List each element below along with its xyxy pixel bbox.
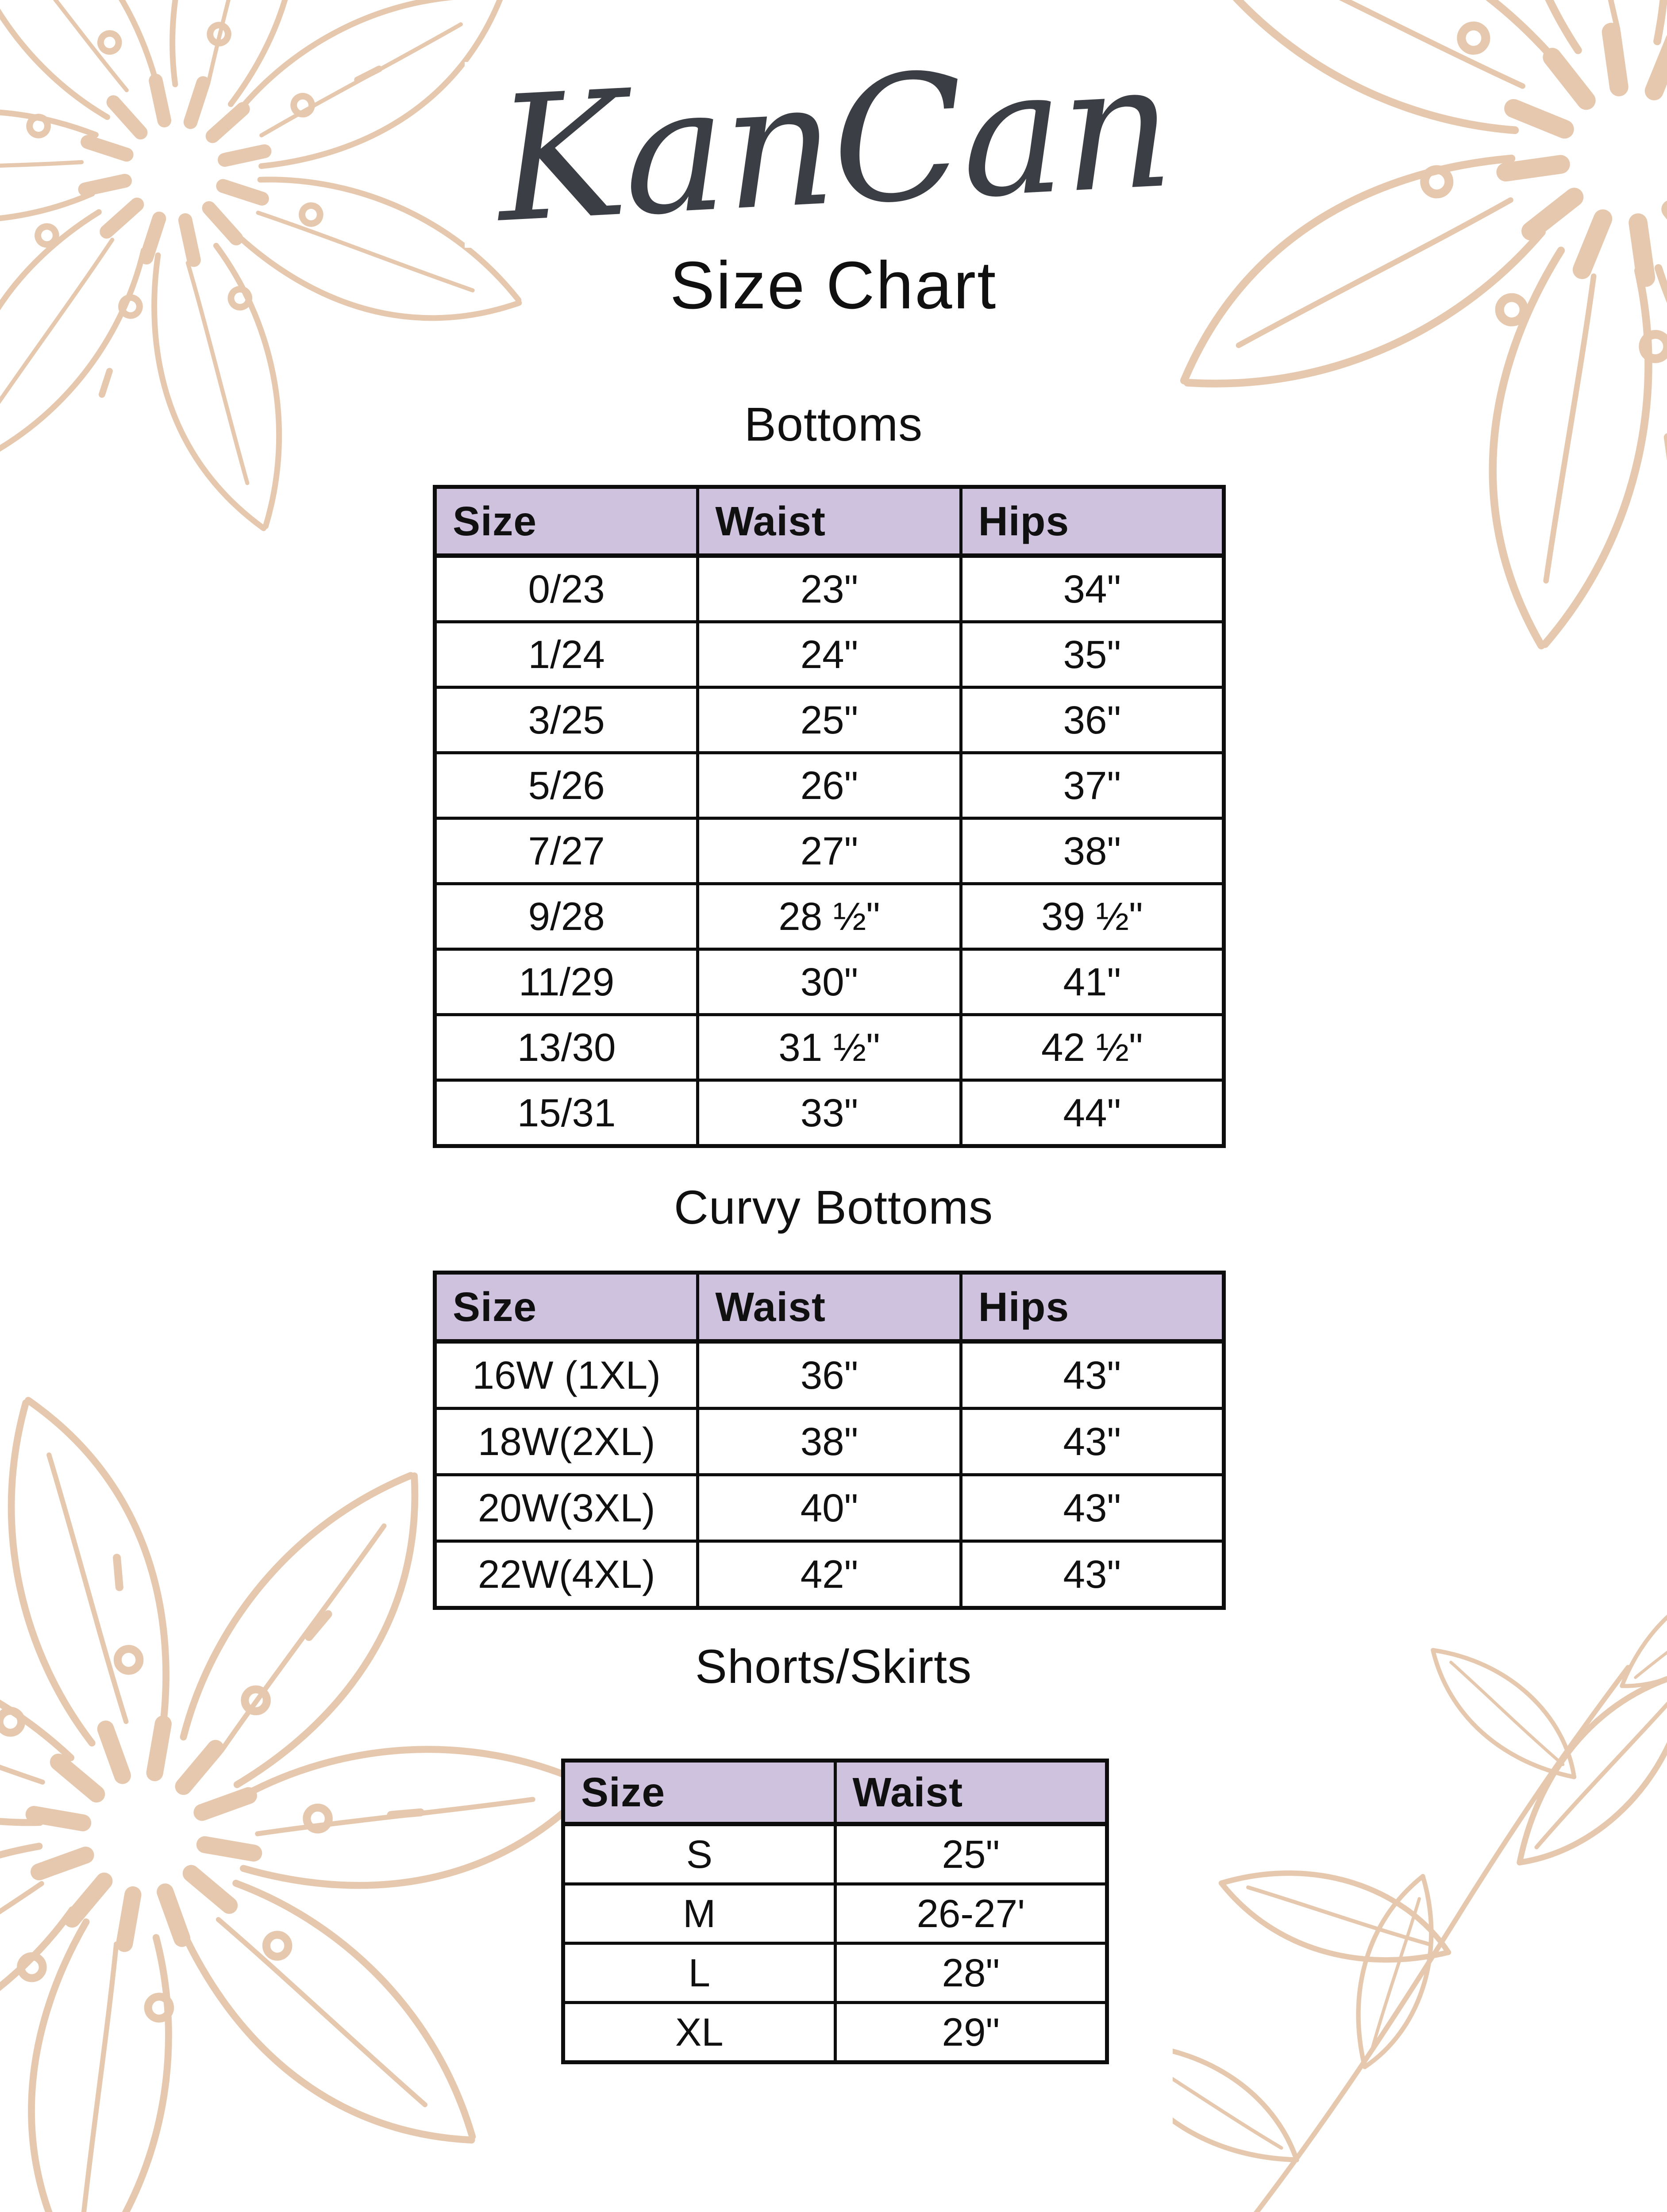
table-cell: 42" [698,1541,961,1608]
table-cell: 42 ½" [961,1015,1224,1080]
table-cell: 26" [698,753,961,818]
column-header: Size [563,1761,835,1824]
column-header: Size [435,1273,698,1342]
table-cell: 23" [698,556,961,622]
table-row [563,2003,1107,2062]
table-cell: 28" [835,1943,1107,2003]
table-cell: 41" [961,949,1224,1015]
table-row [435,1341,1224,1409]
brand-logo: KanCan [492,25,1175,261]
table-row [435,622,1224,687]
table-row [563,1884,1107,1943]
table-cell: 3/25 [435,687,698,753]
table-row [435,1015,1224,1080]
bottoms-size-table [433,485,1226,1148]
section-title-bottoms: Bottoms [744,397,923,451]
table-cell: 0/23 [435,556,698,622]
section-title-shorts-skirts: Shorts/Skirts [695,1640,972,1693]
table-cell: 43" [961,1409,1224,1475]
table-cell: 1/24 [435,622,698,687]
table-row [435,556,1224,622]
table-cell: 7/27 [435,818,698,884]
table-row [435,1475,1224,1541]
table-cell: 26-27' [835,1884,1107,1943]
table-cell: 25" [835,1824,1107,1884]
column-header: Size [435,487,698,556]
table-cell: 22W(4XL) [435,1541,698,1608]
table-cell: 15/31 [435,1080,698,1146]
table-cell: 37" [961,753,1224,818]
table-cell: 16W (1XL) [435,1341,698,1409]
table-cell: 36" [698,1341,961,1409]
table-cell: 44" [961,1080,1224,1146]
table-cell: 43" [961,1475,1224,1541]
table-row [563,1824,1107,1884]
table-cell: 31 ½" [698,1015,961,1080]
table-cell: 35" [961,622,1224,687]
table-row [435,1541,1224,1608]
table-row [435,1409,1224,1475]
table-row [563,1943,1107,2003]
table-cell: 28 ½" [698,884,961,949]
table-cell: 40" [698,1475,961,1541]
table-cell: 5/26 [435,753,698,818]
column-header: Hips [961,1273,1224,1342]
table-cell: 43" [961,1341,1224,1409]
table-cell: 25" [698,687,961,753]
section-title-curvy-bottoms: Curvy Bottoms [674,1180,993,1234]
leaf-branch-sketch-bottom-right-icon [1173,1615,1667,2212]
table-cell: S [563,1824,835,1884]
table-cell: 18W(2XL) [435,1409,698,1475]
column-header: Hips [961,487,1224,556]
header-row [435,1273,1224,1342]
table-row [435,949,1224,1015]
shorts-skirts-size-table [561,1759,1109,2064]
table-cell: 11/29 [435,949,698,1015]
table-cell: 20W(3XL) [435,1475,698,1541]
table-cell: XL [563,2003,835,2062]
table-row [435,818,1224,884]
header-row [435,487,1224,556]
table-cell: 38" [961,818,1224,884]
table-row [435,884,1224,949]
column-header: Waist [835,1761,1107,1824]
table-cell: 24" [698,622,961,687]
curvy-bottoms-size-table [433,1271,1226,1610]
table-cell: 38" [698,1409,961,1475]
table-cell: L [563,1943,835,2003]
column-header: Waist [698,487,961,556]
table-cell: 43" [961,1541,1224,1608]
table-cell: 33" [698,1080,961,1146]
table-cell: 13/30 [435,1015,698,1080]
table-cell: M [563,1884,835,1943]
header-row [563,1761,1107,1824]
table-row [435,753,1224,818]
table-cell: 36" [961,687,1224,753]
page-title: Size Chart [670,248,997,323]
table-cell: 39 ½" [961,884,1224,949]
column-header: Waist [698,1273,961,1342]
table-cell: 29" [835,2003,1107,2062]
table-cell: 30" [698,949,961,1015]
table-row [435,687,1224,753]
table-cell: 34" [961,556,1224,622]
table-cell: 9/28 [435,884,698,949]
table-row [435,1080,1224,1146]
table-cell: 27" [698,818,961,884]
